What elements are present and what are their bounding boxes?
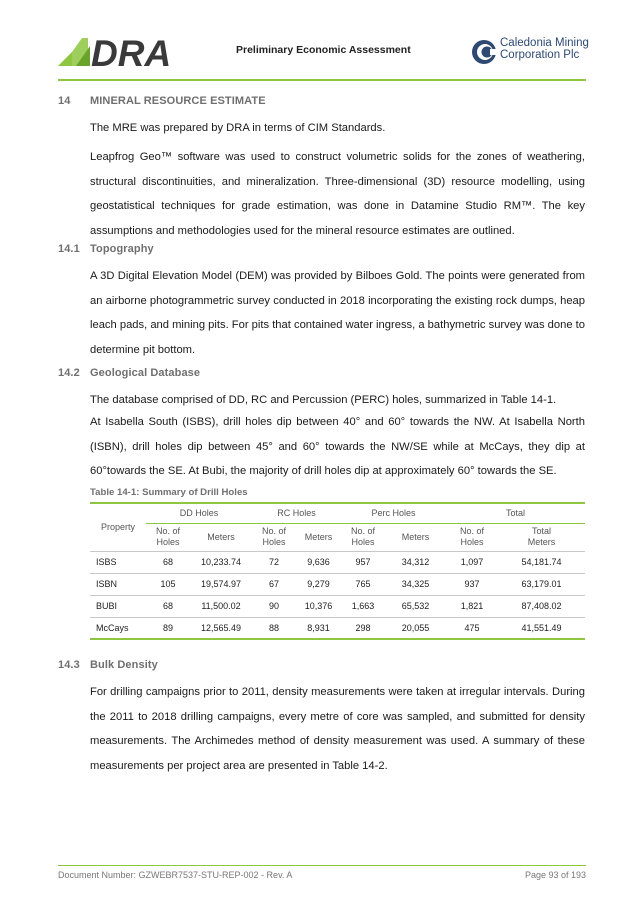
caledonia-emblem-icon <box>470 38 498 66</box>
section-title: MINERAL RESOURCE ESTIMATE <box>90 95 266 107</box>
table-cell: 67 <box>252 573 296 595</box>
paragraph: At Isabella South (ISBS), drill holes dip between 40° and 60° towards the NW. At Isabella North (ISBN), drill holes dip between 45° and 60° towards the NW/SE while at McCays, they dip at 60°towards the SE. At Bubi, the majority of drill holes dip at approximately 60° towards the SE. <box>90 416 585 477</box>
column-header <box>252 523 296 551</box>
table-cell: 10,233.74 <box>190 551 252 573</box>
column-header-line: Meters <box>401 531 430 542</box>
column-header <box>498 523 585 551</box>
table-cell: 9,279 <box>296 573 341 595</box>
caledonia-logo <box>470 36 590 70</box>
table-cell: 11,500.02 <box>190 595 252 617</box>
paragraph: The MRE was prepared by DRA in terms of CIM Standards. <box>90 122 386 134</box>
section-heading-14 <box>58 95 266 107</box>
table-row <box>90 595 585 617</box>
table-cell: 8,931 <box>296 617 341 639</box>
table-cell: 9,636 <box>296 551 341 573</box>
table-cell: 105 <box>146 573 190 595</box>
property-cell: ISBS <box>90 551 146 573</box>
table-cell: 41,551.49 <box>498 617 585 639</box>
caledonia-name <box>500 37 589 61</box>
column-header <box>385 523 446 551</box>
document-number: Document Number: GZWEBR7537-STU-REP-002 - Rev. A <box>58 870 293 880</box>
table-cell: 10,376 <box>296 595 341 617</box>
column-header-line: Meters <box>304 531 333 542</box>
section-title: Bulk Density <box>90 659 158 671</box>
drill-holes-table <box>90 502 585 640</box>
property-cell: McCays <box>90 617 146 639</box>
section-title: Geological Database <box>90 367 201 379</box>
table-cell: 68 <box>146 595 190 617</box>
table-row <box>90 551 585 573</box>
table-cell: 63,179.01 <box>498 573 585 595</box>
section-heading-14-3 <box>58 659 158 671</box>
subheader-row <box>90 523 585 551</box>
table-cell: 72 <box>252 551 296 573</box>
page-header <box>58 30 589 78</box>
page-number: Page 93 of 193 <box>524 870 586 880</box>
paragraph: A 3D Digital Elevation Model (DEM) was provided by Bilboes Gold. The points were generated from an airborne photogrammetric survey conducted in 2018 incorporating the existing rock dumps, heap leach pads, and mining pits. For pits that contained water ingress, a bathymetric survey was done to determine pit bottom. <box>90 270 585 356</box>
section-title: Topography <box>90 243 154 255</box>
column-header-line: Meters <box>527 537 556 547</box>
column-header <box>296 523 341 551</box>
table-cell: 90 <box>252 595 296 617</box>
table-cell: 765 <box>341 573 385 595</box>
column-header-line: Holes <box>460 537 484 547</box>
table-cell: 34,312 <box>385 551 446 573</box>
group-header-rc: RC Holes <box>252 503 341 523</box>
table-cell: 1,821 <box>446 595 498 617</box>
table-cell: 54,181.74 <box>498 551 585 573</box>
footer-divider <box>58 865 586 866</box>
table-cell: 89 <box>146 617 190 639</box>
column-header <box>146 523 190 551</box>
paragraph: Leapfrog Geo™ software was used to construct volumetric solids for the zones of weathering, structural discontinuities, and mineralization. Three-dimensional (3D) resource modelling, using geostatistical techniques for grade estimation, was done in Datamine Studio RM™. The key assumptions and methodologies used for the mineral resource estimates are outlined. <box>90 151 585 237</box>
table-cell: 1,663 <box>341 595 385 617</box>
table-cell: 298 <box>341 617 385 639</box>
caledonia-line-1: Caledonia Mining <box>500 37 589 49</box>
paragraph: For drilling campaigns prior to 2011, density measurements were taken at irregular intervals. During the 2011 to 2018 drilling campaigns, every metre of core was sampled, and submitted for density measurements. The Archimedes method of density measurement was used. A summary of these measurements per project area are presented in Table 14-2. <box>90 686 585 772</box>
table-cell: 19,574.97 <box>190 573 252 595</box>
section-number: 14.3 <box>58 659 80 671</box>
property-cell: BUBI <box>90 595 146 617</box>
section-heading-14-1 <box>58 243 154 255</box>
section-heading-14-2 <box>58 367 200 379</box>
table-cell: 475 <box>446 617 498 639</box>
table-cell: 1,097 <box>446 551 498 573</box>
group-header-dd: DD Holes <box>146 503 252 523</box>
section-number: 14.1 <box>58 243 80 255</box>
table-caption: Table 14-1: Summary of Drill Holes <box>90 487 248 498</box>
dra-logo-text: DRA <box>91 33 172 72</box>
column-header-line: No. of <box>459 526 484 536</box>
table-row <box>90 617 585 639</box>
table-cell: 34,325 <box>385 573 446 595</box>
header-divider <box>58 79 586 81</box>
section-number: 14 <box>58 95 71 107</box>
header-title: Preliminary Economic Assessment <box>236 44 411 56</box>
property-cell: ISBN <box>90 573 146 595</box>
column-header-line: No. of <box>261 526 286 536</box>
table-cell: 957 <box>341 551 385 573</box>
table-cell: 20,055 <box>385 617 446 639</box>
table-cell: 88 <box>252 617 296 639</box>
group-header-perc: Perc Holes <box>341 503 446 523</box>
caledonia-line-2: Corporation Plc <box>500 49 580 61</box>
table-cell: 65,532 <box>385 595 446 617</box>
column-header <box>341 523 385 551</box>
group-header-total: Total <box>446 503 585 523</box>
column-header-line: Holes <box>351 537 375 547</box>
column-header <box>190 523 252 551</box>
column-header-line: Meters <box>207 531 235 542</box>
table-cell: 87,408.02 <box>498 595 585 617</box>
table-cell: 937 <box>446 573 498 595</box>
paragraph: The database comprised of DD, RC and Percussion (PERC) holes, summarized in Table 14-1. <box>90 394 557 406</box>
table-row <box>90 573 585 595</box>
column-header-line: Holes <box>156 537 180 547</box>
table-body <box>90 551 585 639</box>
column-header <box>446 523 498 551</box>
column-header-line: Holes <box>262 537 286 547</box>
dra-logo <box>58 32 198 72</box>
section-number: 14.2 <box>58 367 80 379</box>
table-cell: 68 <box>146 551 190 573</box>
table-cell: 12,565.49 <box>190 617 252 639</box>
column-header-line: No. of <box>350 526 375 536</box>
column-header-line: Total <box>531 526 551 536</box>
column-header-line: No. of <box>155 526 180 536</box>
property-header: Property <box>90 503 146 551</box>
